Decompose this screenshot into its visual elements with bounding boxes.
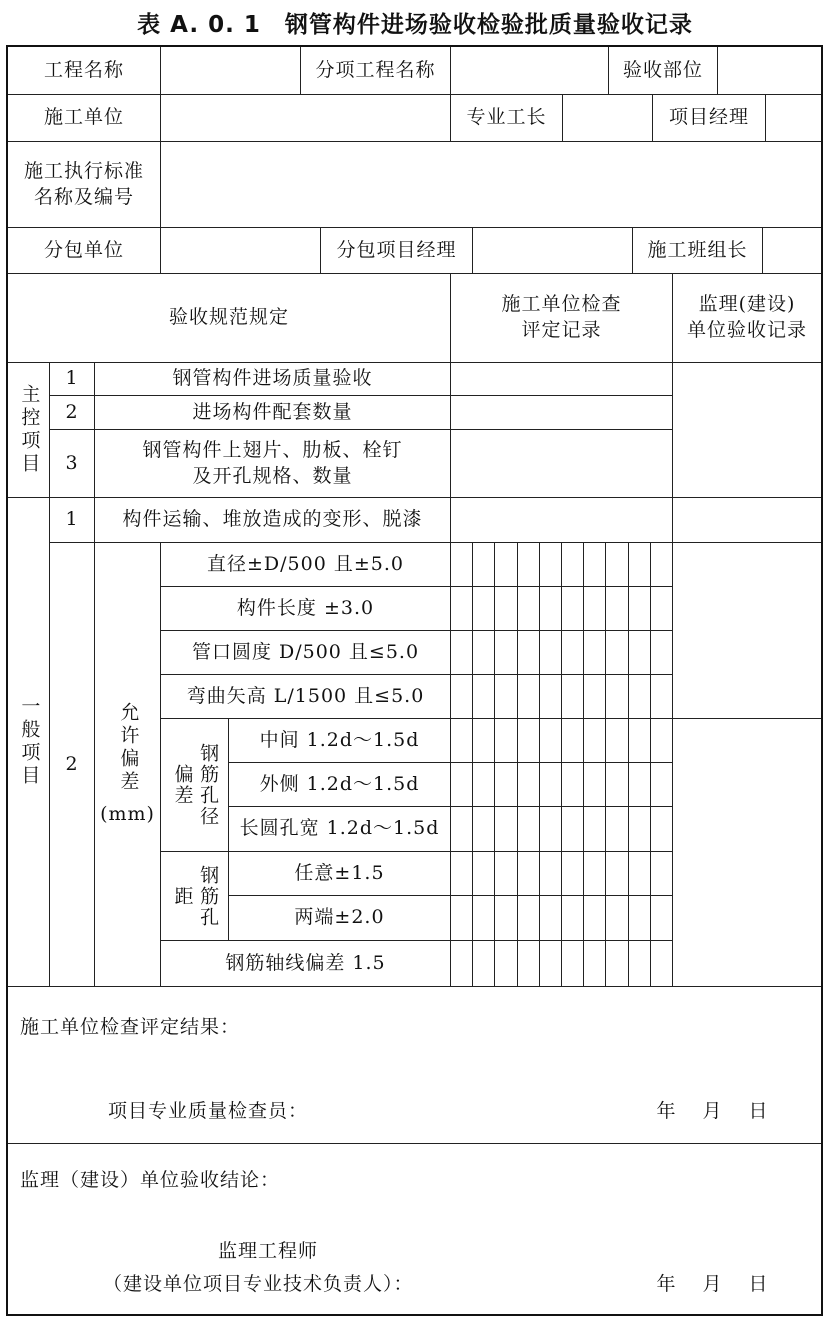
measurement-cell[interactable]	[651, 719, 673, 763]
measurement-cell[interactable]	[562, 763, 584, 807]
hole-middle-row: 中间 1.2d～1.5d	[229, 719, 451, 763]
measurement-cell[interactable]	[540, 719, 562, 763]
measurement-cell[interactable]	[562, 852, 584, 896]
main-item-1-no: 1	[50, 363, 95, 396]
measurement-cell[interactable]	[540, 763, 562, 807]
general-supervision-lower[interactable]	[673, 719, 821, 987]
measurement-cell[interactable]	[451, 631, 473, 675]
measurement-cell[interactable]	[451, 675, 473, 719]
measurement-cell[interactable]	[473, 543, 495, 587]
measurement-cell[interactable]	[606, 763, 628, 807]
measurement-cell[interactable]	[606, 896, 628, 941]
measurement-cell[interactable]	[651, 852, 673, 896]
construction-unit-value[interactable]	[161, 95, 451, 142]
measurement-cell[interactable]	[540, 543, 562, 587]
measurement-cell[interactable]	[651, 941, 673, 987]
measurement-cell[interactable]	[651, 675, 673, 719]
measurement-cell[interactable]	[651, 631, 673, 675]
hole-spacing-label	[161, 852, 229, 941]
responsible-person-label: （建设单位项目专业技术负责人）：	[103, 1273, 414, 1295]
measurement-cell[interactable]	[584, 719, 606, 763]
measurement-cell[interactable]	[495, 763, 517, 807]
measurement-cell[interactable]	[495, 896, 517, 941]
measurement-cell[interactable]	[473, 675, 495, 719]
construction-unit-label: 施工单位	[8, 95, 161, 142]
general-item-1-no: 1	[50, 498, 95, 543]
main-item-3-line2: 及开孔规格、数量	[192, 464, 353, 487]
measurement-cell[interactable]	[540, 941, 562, 987]
construction-standard-value[interactable]	[161, 142, 821, 228]
measurement-cell[interactable]	[606, 631, 628, 675]
construction-day: 日	[748, 1100, 768, 1122]
measurement-cell[interactable]	[518, 807, 540, 852]
measurement-cell[interactable]	[584, 896, 606, 941]
measurement-cell[interactable]	[518, 719, 540, 763]
general-items-text: 一般项目	[18, 696, 41, 788]
measurement-cell[interactable]	[584, 763, 606, 807]
measurement-cell[interactable]	[540, 587, 562, 631]
hole-diameter-label	[161, 719, 229, 852]
measurement-cell[interactable]	[562, 587, 584, 631]
construction-standard-label	[8, 142, 161, 228]
measurement-cell[interactable]	[540, 896, 562, 941]
construction-standard-line1: 施工执行标准	[23, 159, 144, 182]
measurement-cell[interactable]	[451, 587, 473, 631]
main-item-3-check[interactable]	[451, 430, 673, 498]
measurement-cell[interactable]	[629, 631, 651, 675]
main-item-1-check[interactable]	[451, 363, 673, 396]
general-item-1-check[interactable]	[451, 498, 673, 543]
measurement-cell[interactable]	[606, 675, 628, 719]
tolerance-label-text: 允许偏差	[117, 701, 140, 794]
measurement-cell[interactable]	[451, 763, 473, 807]
measurement-cell[interactable]	[495, 587, 517, 631]
measurement-cell[interactable]	[473, 807, 495, 852]
measurement-cell[interactable]	[584, 852, 606, 896]
measurement-cell[interactable]	[518, 631, 540, 675]
measurement-cell[interactable]	[562, 631, 584, 675]
measurement-cell[interactable]	[584, 587, 606, 631]
measurement-cell[interactable]	[540, 807, 562, 852]
measurement-cell[interactable]	[540, 675, 562, 719]
axis-deviation-row: 钢筋轴线偏差 1.5	[161, 941, 451, 987]
measurement-cell[interactable]	[495, 631, 517, 675]
hole-spacing-any-row: 任意±1.5	[229, 852, 451, 896]
supervision-day: 日	[748, 1273, 768, 1295]
measurement-cell[interactable]	[584, 543, 606, 587]
check-header-line2: 评定记录	[521, 319, 602, 341]
main-control-text: 主控项目	[18, 384, 41, 476]
measurement-cell[interactable]	[562, 807, 584, 852]
measurement-cell[interactable]	[518, 675, 540, 719]
main-item-2-no: 2	[50, 396, 95, 430]
project-manager-label: 项目经理	[653, 95, 766, 142]
measurement-cell[interactable]	[473, 941, 495, 987]
supervision-engineer-label: 监理工程师	[218, 1240, 319, 1262]
measurement-cell[interactable]	[651, 807, 673, 852]
main-item-3-line1: 钢管构件上翅片、肋板、栓钉	[142, 438, 403, 461]
measurement-cell[interactable]	[606, 543, 628, 587]
subcontractor-value[interactable]	[161, 228, 321, 274]
measurement-cell[interactable]	[629, 941, 651, 987]
construction-year: 年	[656, 1100, 676, 1122]
measurement-cell[interactable]	[495, 852, 517, 896]
measurement-cell[interactable]	[451, 807, 473, 852]
sub-project-manager-value[interactable]	[473, 228, 633, 274]
acceptance-part-value[interactable]	[718, 47, 821, 95]
measurement-cell[interactable]	[495, 543, 517, 587]
measurement-cell[interactable]	[540, 852, 562, 896]
measurement-cell[interactable]	[451, 896, 473, 941]
main-control-label	[8, 363, 50, 498]
hole-diameter-text: 钢筋孔径偏差	[171, 743, 220, 827]
measurement-cell[interactable]	[629, 852, 651, 896]
measurement-cell[interactable]	[584, 807, 606, 852]
acceptance-part-label: 验收部位	[609, 47, 718, 95]
diameter-row: 直径±D/500 且±5.0	[161, 543, 451, 587]
measurement-cell[interactable]	[606, 807, 628, 852]
supervision-record-header	[673, 274, 821, 363]
measurement-cell[interactable]	[629, 719, 651, 763]
roundness-row: 管口圆度 D/500 且≤5.0	[161, 631, 451, 675]
measurement-cell[interactable]	[651, 763, 673, 807]
measurement-cell[interactable]	[562, 543, 584, 587]
measurement-cell[interactable]	[495, 675, 517, 719]
measurement-cell[interactable]	[584, 675, 606, 719]
measurement-grid	[451, 543, 673, 987]
measurement-cell[interactable]	[473, 896, 495, 941]
measurement-cell[interactable]	[518, 763, 540, 807]
length-row: 构件长度 ±3.0	[161, 587, 451, 631]
measurement-cell[interactable]	[540, 631, 562, 675]
main-item-3-no: 3	[50, 430, 95, 498]
project-name-label: 工程名称	[8, 47, 161, 95]
measurement-cell[interactable]	[606, 852, 628, 896]
measurement-cell[interactable]	[651, 896, 673, 941]
measurement-cell[interactable]	[518, 543, 540, 587]
general-item-1-supervision[interactable]	[673, 498, 821, 543]
measurement-cell[interactable]	[473, 719, 495, 763]
measurement-cell[interactable]	[562, 675, 584, 719]
sub-project-name-label: 分项工程名称	[301, 47, 451, 95]
general-item-1-text: 构件运输、堆放造成的变形、脱漆	[95, 498, 451, 543]
measurement-cell[interactable]	[651, 587, 673, 631]
measurement-cell[interactable]	[629, 896, 651, 941]
measurement-cell[interactable]	[518, 852, 540, 896]
construction-result-block[interactable]	[8, 987, 821, 1144]
general-items-label	[8, 498, 50, 987]
measurement-cell[interactable]	[473, 587, 495, 631]
measurement-cell[interactable]	[629, 675, 651, 719]
project-name-value[interactable]	[161, 47, 301, 95]
form-title: 表 A. 0. 1 钢管构件进场验收检验批质量验收记录	[137, 12, 693, 38]
measurement-cell[interactable]	[562, 941, 584, 987]
measurement-cell[interactable]	[562, 896, 584, 941]
measurement-cell[interactable]	[451, 719, 473, 763]
measurement-cell[interactable]	[518, 896, 540, 941]
measurement-cell[interactable]	[651, 543, 673, 587]
hole-spacing-ends-row: 两端±2.0	[229, 896, 451, 941]
hole-spacing-text: 钢筋孔距	[171, 864, 220, 928]
supervision-year: 年	[656, 1273, 676, 1295]
measurement-cell[interactable]	[606, 941, 628, 987]
hole-outer-row: 外侧 1.2d～1.5d	[229, 763, 451, 807]
main-item-1-text: 钢管构件进场质量验收	[95, 363, 451, 396]
tolerance-unit: (mm)	[100, 802, 155, 825]
measurement-cell[interactable]	[473, 631, 495, 675]
measurement-cell[interactable]	[629, 587, 651, 631]
check-record-header	[451, 274, 673, 363]
sub-project-name-value[interactable]	[451, 47, 609, 95]
measurement-cell[interactable]	[518, 587, 540, 631]
construction-result-label: 施工单位检查评定结果：	[20, 1016, 241, 1038]
project-manager-value[interactable]	[766, 95, 821, 142]
measurement-cell[interactable]	[629, 763, 651, 807]
supervision-month: 月	[702, 1273, 722, 1295]
measurement-cell[interactable]	[473, 852, 495, 896]
measurement-cell[interactable]	[629, 807, 651, 852]
supervision-result-block[interactable]	[8, 1144, 821, 1314]
check-header-line1: 施工单位检查	[501, 293, 622, 316]
team-leader-value[interactable]	[763, 228, 821, 274]
measurement-cell[interactable]	[473, 763, 495, 807]
construction-standard-line2: 名称及编号	[33, 185, 134, 208]
acceptance-record-table	[6, 45, 823, 1316]
measurement-cell[interactable]	[584, 631, 606, 675]
tolerance-label	[95, 543, 161, 987]
subcontractor-label: 分包单位	[8, 228, 161, 274]
measurement-cell[interactable]	[451, 941, 473, 987]
measurement-cell[interactable]	[495, 719, 517, 763]
measurement-cell[interactable]	[629, 543, 651, 587]
sub-project-manager-label: 分包项目经理	[321, 228, 473, 274]
supervision-result-date	[643, 1272, 781, 1298]
measurement-cell[interactable]	[584, 941, 606, 987]
professional-foreman-value[interactable]	[563, 95, 653, 142]
main-item-3-text	[95, 430, 451, 498]
main-item-2-check[interactable]	[451, 396, 673, 430]
measurement-cell[interactable]	[451, 543, 473, 587]
supervision-header-line1: 监理(建设)	[698, 293, 796, 316]
construction-month: 月	[702, 1100, 722, 1122]
general-supervision-upper[interactable]	[673, 543, 821, 719]
team-leader-label: 施工班组长	[633, 228, 763, 274]
hole-oblong-row: 长圆孔宽 1.2d～1.5d	[229, 807, 451, 852]
spec-header: 验收规范规定	[8, 274, 451, 363]
measurement-cell[interactable]	[451, 852, 473, 896]
supervision-result-label: 监理（建设）单位验收结论：	[20, 1169, 281, 1191]
professional-foreman-label: 专业工长	[451, 95, 563, 142]
measurement-cell[interactable]	[495, 941, 517, 987]
main-item-2-text: 进场构件配套数量	[95, 396, 451, 430]
quality-inspector-label: 项目专业质量检查员：	[108, 1100, 309, 1122]
construction-result-date	[643, 1099, 781, 1125]
general-item-2-no: 2	[50, 543, 95, 987]
supervision-header-line2: 单位验收记录	[686, 319, 807, 341]
measurement-cell[interactable]	[606, 587, 628, 631]
measurement-cell[interactable]	[562, 719, 584, 763]
measurement-cell[interactable]	[518, 941, 540, 987]
measurement-cell[interactable]	[606, 719, 628, 763]
main-control-supervision[interactable]	[673, 363, 821, 498]
bending-row: 弯曲矢高 L/1500 且≤5.0	[161, 675, 451, 719]
measurement-cell[interactable]	[495, 807, 517, 852]
